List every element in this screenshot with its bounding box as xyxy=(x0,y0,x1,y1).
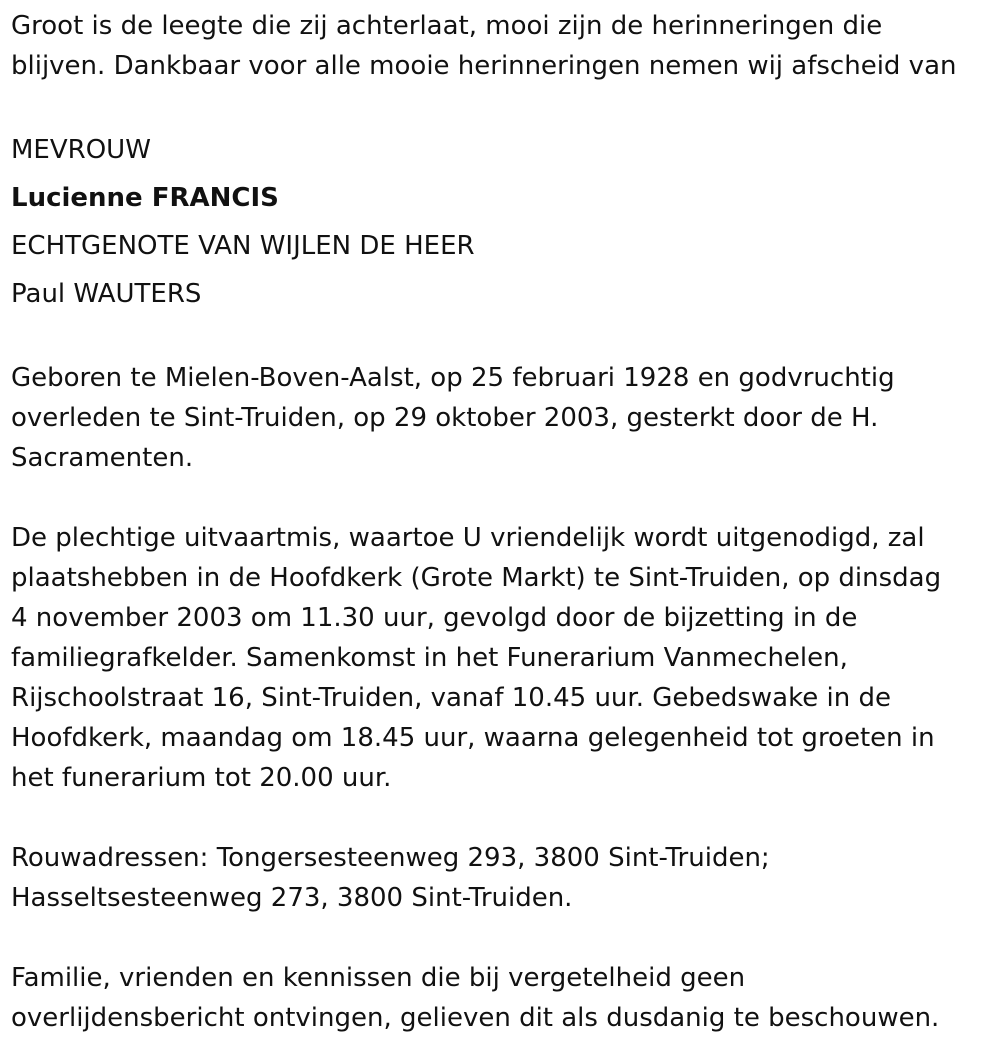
address-line: Hasseltsesteenweg 273, 3800 Sint-Truiden. xyxy=(11,883,573,913)
funeral-line: 4 november 2003 om 11.30 uur, gevolgd door de bijzetting in de xyxy=(11,603,858,633)
intro-paragraph xyxy=(11,6,986,86)
closing-paragraph xyxy=(11,958,986,1038)
address-line: Rouwadressen: Tongersesteenweg 293, 3800 Sint-Truiden; xyxy=(11,843,770,873)
funeral-line: Rijschoolstraat 16, Sint-Truiden, vanaf 10.45 uur. Gebedswake in de xyxy=(11,683,891,713)
closing-line: overlijdensbericht ontvingen, gelieven dit als dusdanig te beschouwen. xyxy=(11,1003,940,1033)
birth-death-paragraph xyxy=(11,358,986,478)
funeral-line: plaatshebben in de Hoofdkerk (Grote Markt) te Sint-Truiden, op dinsdag xyxy=(11,563,942,593)
funeral-paragraph xyxy=(11,518,986,798)
spacer xyxy=(11,918,986,958)
deceased-name: Lucienne FRANCIS xyxy=(11,183,279,213)
birth-death-line: overleden te Sint-Truiden, op 29 oktober 2003, gesterkt door de H. xyxy=(11,403,879,433)
funeral-line: het funerarium tot 20.00 uur. xyxy=(11,763,392,793)
intro-line: Groot is de leegte die zij achterlaat, mooi zijn de herinneringen die xyxy=(11,11,883,41)
birth-death-line: Geboren te Mielen-Boven-Aalst, op 25 februari 1928 en godvruchtig xyxy=(11,363,895,393)
honorific: MEVROUW xyxy=(11,135,151,165)
birth-death-line: Sacramenten. xyxy=(11,443,194,473)
intro-line: blijven. Dankbaar voor alle mooie herinneringen nemen wij afscheid van xyxy=(11,51,957,81)
deceased-block xyxy=(11,126,986,318)
spouse-name: Paul WAUTERS xyxy=(11,279,202,309)
funeral-line: familiegrafkelder. Samenkomst in het Funerarium Vanmechelen, xyxy=(11,643,848,673)
spacer xyxy=(11,798,986,838)
spacer xyxy=(11,478,986,518)
addresses-paragraph xyxy=(11,838,986,918)
closing-line: Familie, vrienden en kennissen die bij vergetelheid geen xyxy=(11,963,746,993)
funeral-line: Hoofdkerk, maandag om 18.45 uur, waarna gelegenheid tot groeten in xyxy=(11,723,935,753)
funeral-line: De plechtige uitvaartmis, waartoe U vriendelijk wordt uitgenodigd, zal xyxy=(11,523,925,553)
relation-line: ECHTGENOTE VAN WIJLEN DE HEER xyxy=(11,231,475,261)
spacer xyxy=(11,86,986,126)
spacer xyxy=(11,318,986,358)
